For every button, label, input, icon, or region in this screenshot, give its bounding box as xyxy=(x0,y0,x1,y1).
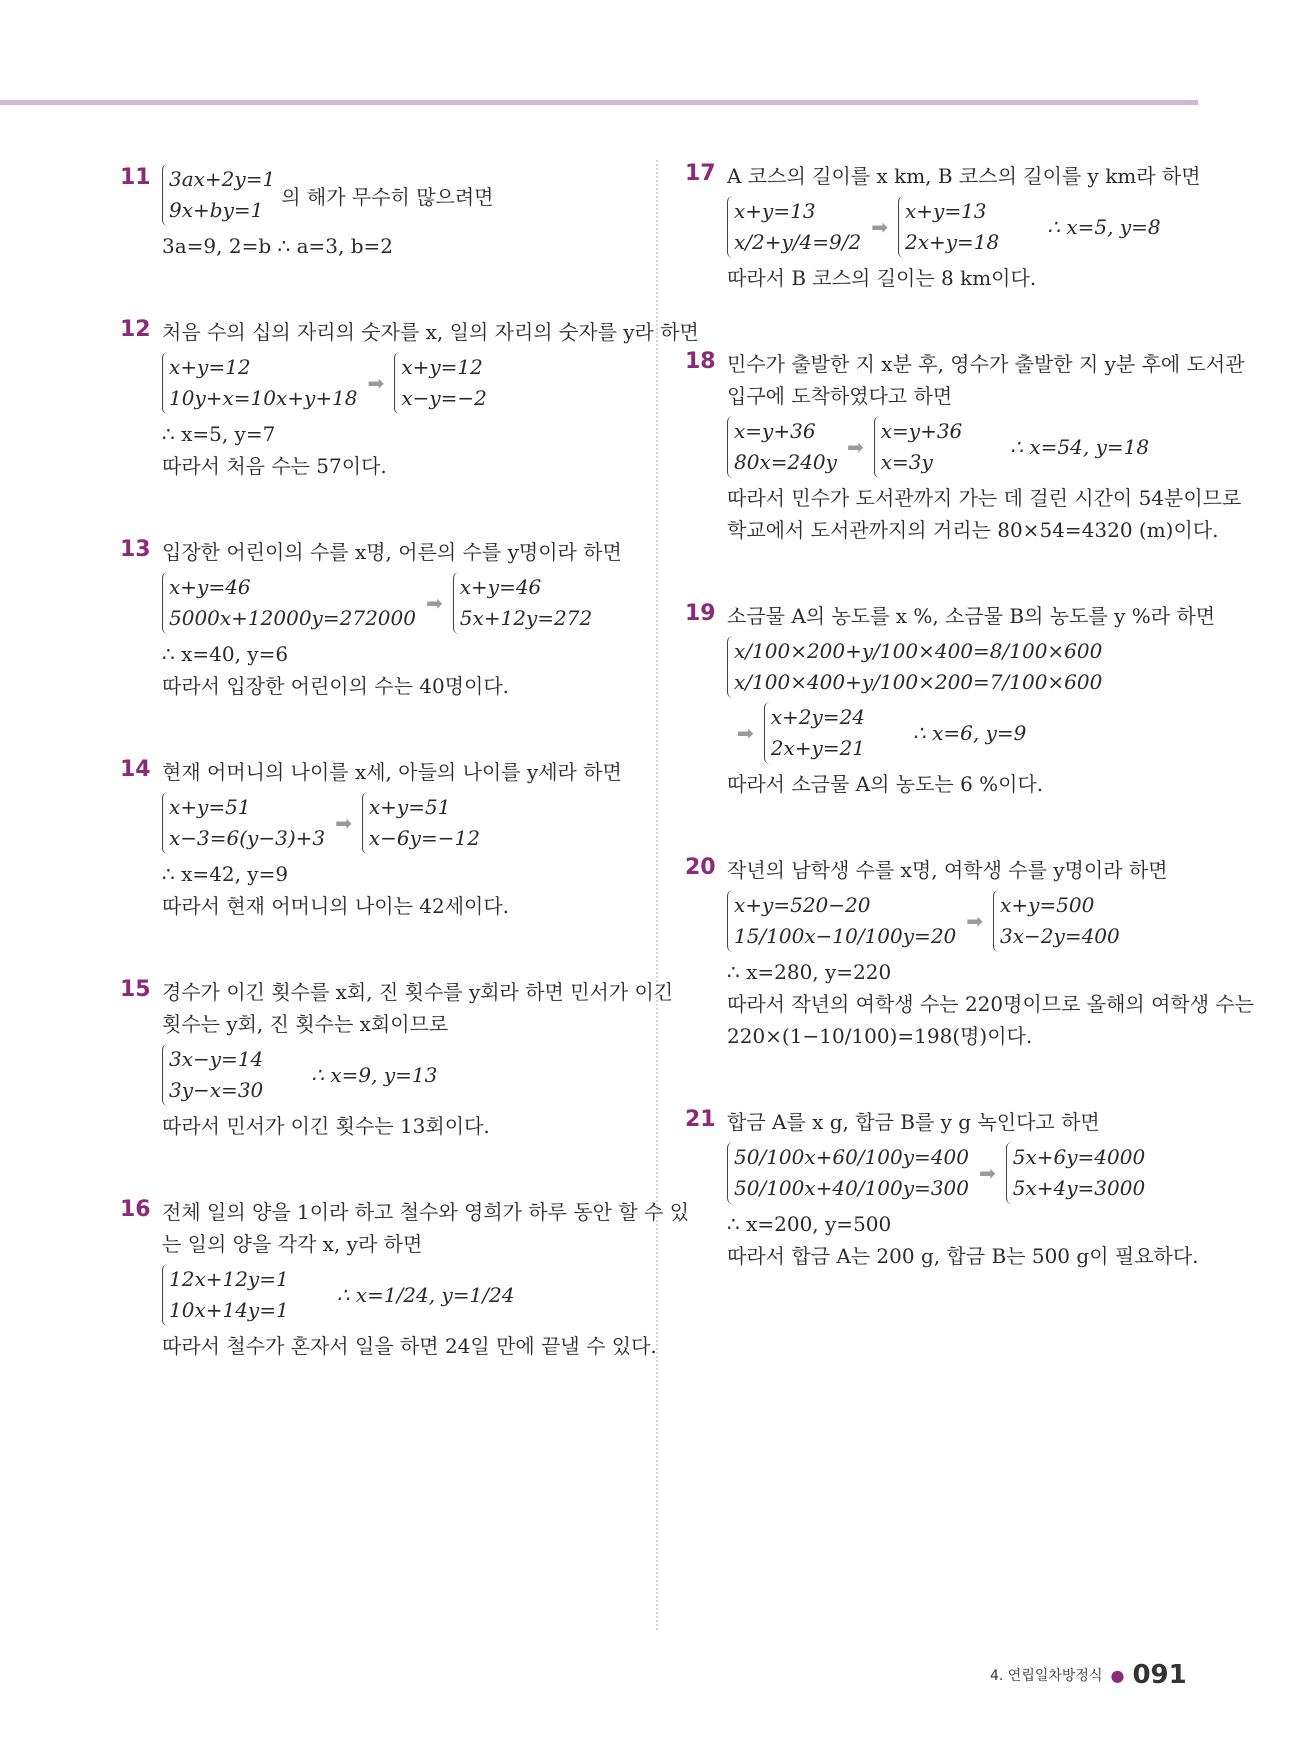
equation-system xyxy=(162,352,358,414)
text-line: 따라서 입장한 어린이의 수는 40명이다. xyxy=(162,674,510,698)
bullet-icon: ● xyxy=(1110,1665,1125,1685)
problem-16 xyxy=(120,1196,690,1362)
solution-text: ∴ x=1/24, y=1/24 xyxy=(336,1283,515,1307)
text-line: ∴ x=200, y=500 xyxy=(727,1212,892,1236)
equation-system xyxy=(162,572,416,634)
problem-number: 20 xyxy=(685,855,716,880)
equation-system xyxy=(874,416,963,478)
equation: 10x+14y=1 xyxy=(169,1298,289,1322)
problem-number: 11 xyxy=(120,165,151,190)
problem-19 xyxy=(685,600,1216,800)
text-line: 입구에 도착하였다고 하면 xyxy=(727,384,953,408)
problem-15 xyxy=(120,976,674,1142)
arrow-icon: ➡ xyxy=(367,371,385,395)
text-line: 민수가 출발한 지 x분 후, 영수가 출발한 지 y분 후에 도서관 xyxy=(727,352,1245,376)
equation-row xyxy=(727,890,1205,952)
equation: x=y+36 xyxy=(734,419,816,443)
equation-system xyxy=(362,792,480,854)
equation: 3x−2y=400 xyxy=(1000,924,1120,948)
equation-system xyxy=(162,792,325,854)
text-line: 따라서 민수가 도서관까지 가는 데 걸린 시간이 54분이므로 xyxy=(727,486,1242,510)
equation: x+y=13 xyxy=(904,199,987,223)
equation: 15/100x−10/100y=20 xyxy=(734,924,957,948)
equation-system xyxy=(727,416,837,478)
arrow-icon: ➡ xyxy=(871,215,888,239)
problem-number: 17 xyxy=(685,161,716,186)
inline-text: 의 해가 무수히 많으려면 xyxy=(281,184,494,209)
equation-system xyxy=(727,1142,969,1204)
solution-text: ∴ x=54, y=18 xyxy=(1010,435,1150,459)
solution-text: ∴ x=5, y=8 xyxy=(1047,215,1161,239)
problem-21 xyxy=(685,1106,1205,1272)
text-line: 220×(1−10/100)=198(명)이다. xyxy=(727,1024,1033,1048)
problem-14 xyxy=(120,756,640,922)
problem-number: 13 xyxy=(120,537,151,562)
text-line: 따라서 현재 어머니의 나이는 42세이다. xyxy=(162,894,510,918)
arrow-icon: ➡ xyxy=(335,811,352,835)
equation: 80x=240y xyxy=(734,450,837,474)
equation: x+y=12 xyxy=(401,355,483,379)
equation-system xyxy=(764,702,865,764)
page-number: 091 xyxy=(1132,1660,1187,1690)
equation-system xyxy=(1006,1142,1145,1204)
problem-13 xyxy=(120,536,640,702)
equation-system xyxy=(394,352,487,414)
text-line: 따라서 처음 수는 57이다. xyxy=(162,454,387,478)
equation: x/100×200+y/100×400=8/100×600 xyxy=(734,639,1103,663)
equation-row xyxy=(162,1264,640,1326)
text-line: 학교에서 도서관까지의 거리는 80×54=4320 (m)이다. xyxy=(727,518,1219,542)
right-column xyxy=(685,160,1255,1272)
arrow-icon: ➡ xyxy=(979,1161,996,1185)
equation-system xyxy=(993,890,1120,952)
equation: 3y−x=30 xyxy=(169,1078,264,1102)
text-line: ∴ x=40, y=6 xyxy=(162,642,289,666)
text-line: 따라서 소금물 A의 농도는 6 %이다. xyxy=(727,772,1044,796)
problem-number: 16 xyxy=(120,1197,151,1222)
text-line: 소금물 A의 농도를 x %, 소금물 B의 농도를 y %라 하면 xyxy=(727,604,1216,628)
problem-number: 12 xyxy=(120,317,151,342)
equation-system xyxy=(727,636,1102,698)
problem-number: 21 xyxy=(685,1107,716,1132)
equation: 5x+12y=272 xyxy=(459,606,593,630)
equation-system xyxy=(898,196,999,258)
equation: 50/100x+60/100y=400 xyxy=(734,1145,969,1169)
equation: 50/100x+40/100y=300 xyxy=(734,1176,969,1200)
equation: x/2+y/4=9/2 xyxy=(734,230,862,254)
equation: 9x+by=1 xyxy=(169,198,264,222)
equation: x+y=46 xyxy=(459,575,542,599)
header-rule xyxy=(0,100,1198,105)
text-line: ∴ x=42, y=9 xyxy=(162,862,289,886)
equation-row xyxy=(727,1142,1205,1204)
equation: 5x+4y=3000 xyxy=(1012,1176,1146,1200)
equation: 12x+12y=1 xyxy=(169,1267,289,1291)
equation-row xyxy=(162,572,640,634)
text-line: A 코스의 길이를 x km, B 코스의 길이를 y km라 하면 xyxy=(727,164,1201,188)
equation-system xyxy=(453,572,592,634)
text-line: 경수가 이긴 횟수를 x회, 진 횟수를 y회라 하면 민서가 이긴 xyxy=(162,980,674,1004)
equation: x−6y=−12 xyxy=(368,826,480,850)
text-line: 작년의 남학생 수를 x명, 여학생 수를 y명이라 하면 xyxy=(727,858,1168,882)
problem-number: 14 xyxy=(120,757,151,782)
column-divider xyxy=(656,160,658,1630)
equation: x+y=51 xyxy=(169,795,251,819)
text-line: 따라서 합금 A는 200 g, 합금 B는 500 g이 필요하다. xyxy=(727,1244,1199,1268)
equation: x+y=520−20 xyxy=(734,893,871,917)
arrow-icon: ➡ xyxy=(425,591,443,615)
text-line: 따라서 철수가 혼자서 일을 하면 24일 만에 끝낼 수 있다. xyxy=(162,1334,657,1358)
page-footer xyxy=(990,1660,1187,1690)
equation: x+2y=24 xyxy=(770,705,866,729)
equation-row xyxy=(727,636,1205,698)
problem-number: 18 xyxy=(685,349,716,374)
text-line: 합금 A를 x g, 합금 B를 y g 녹인다고 하면 xyxy=(727,1110,1100,1134)
problem-number: 15 xyxy=(120,977,151,1002)
text-line: 전체 일의 양을 1이라 하고 철수와 영희가 하루 동안 할 수 있 xyxy=(162,1200,690,1224)
equation-row xyxy=(162,164,640,226)
equation: x+y=13 xyxy=(734,199,816,223)
equation-system xyxy=(162,1264,289,1326)
solution-text: ∴ x=6, y=9 xyxy=(913,721,1027,745)
equation-system xyxy=(727,196,861,258)
text-line: 3a=9, 2=b ∴ a=3, b=2 xyxy=(162,234,393,258)
equation: 3ax+2y=1 xyxy=(169,167,276,191)
equation: x=3y xyxy=(880,450,933,474)
text-line: 입장한 어린이의 수를 x명, 어른의 수를 y명이라 하면 xyxy=(162,540,622,564)
equation-row xyxy=(162,352,640,414)
text-line: 따라서 민서가 이긴 횟수는 13회이다. xyxy=(162,1114,490,1138)
text-line: 처음 수의 십의 자리의 숫자를 x, 일의 자리의 숫자를 y라 하면 xyxy=(162,320,699,344)
equation-row xyxy=(727,416,1205,478)
equation: x=y+36 xyxy=(880,419,963,443)
problem-17 xyxy=(685,160,1205,294)
problem-12 xyxy=(120,316,699,482)
equation: x+y=12 xyxy=(169,355,251,379)
problem-20 xyxy=(685,854,1255,1052)
equation: 5000x+12000y=272000 xyxy=(169,606,416,630)
equation: x−y=−2 xyxy=(401,386,487,410)
problem-11 xyxy=(120,164,640,262)
equation: 3x−y=14 xyxy=(169,1047,264,1071)
text-line: ∴ x=5, y=7 xyxy=(162,422,276,446)
equation: 2x+y=21 xyxy=(770,736,866,760)
equation-system xyxy=(727,890,956,952)
text-line: ∴ x=280, y=220 xyxy=(727,960,892,984)
text-line: 따라서 작년의 여학생 수는 220명이므로 올해의 여학생 수는 xyxy=(727,992,1255,1016)
arrow-icon: ➡ xyxy=(846,435,864,459)
equation-row xyxy=(727,196,1205,258)
left-column xyxy=(120,160,699,1362)
equation-system xyxy=(162,164,275,226)
solution-text: ∴ x=9, y=13 xyxy=(311,1063,438,1087)
equation-row xyxy=(727,702,1205,764)
equation-system xyxy=(162,1044,263,1106)
text-line: 는 일의 양을 각각 x, y라 하면 xyxy=(162,1232,423,1256)
equation: x−3=6(y−3)+3 xyxy=(169,826,326,850)
equation-row xyxy=(162,792,640,854)
equation: x+y=46 xyxy=(169,575,251,599)
equation: 10y+x=10x+y+18 xyxy=(169,386,358,410)
problem-18 xyxy=(685,348,1245,546)
text-line: 현재 어머니의 나이를 x세, 아들의 나이를 y세라 하면 xyxy=(162,760,622,784)
arrow-icon: ➡ xyxy=(966,909,984,933)
chapter-title: 4. 연립일차방정식 xyxy=(990,1668,1103,1684)
equation-row xyxy=(162,1044,640,1106)
equation: x+y=51 xyxy=(368,795,451,819)
arrow-icon: ➡ xyxy=(737,721,754,745)
text-line: 횟수는 y회, 진 횟수는 x회이므로 xyxy=(162,1012,449,1036)
equation: 2x+y=18 xyxy=(904,230,1000,254)
text-line: 따라서 B 코스의 길이는 8 km이다. xyxy=(727,266,1037,290)
equation: 5x+6y=4000 xyxy=(1012,1145,1146,1169)
equation: x+y=500 xyxy=(1000,893,1095,917)
equation: x/100×400+y/100×200=7/100×600 xyxy=(734,670,1103,694)
problem-number: 19 xyxy=(685,601,716,626)
